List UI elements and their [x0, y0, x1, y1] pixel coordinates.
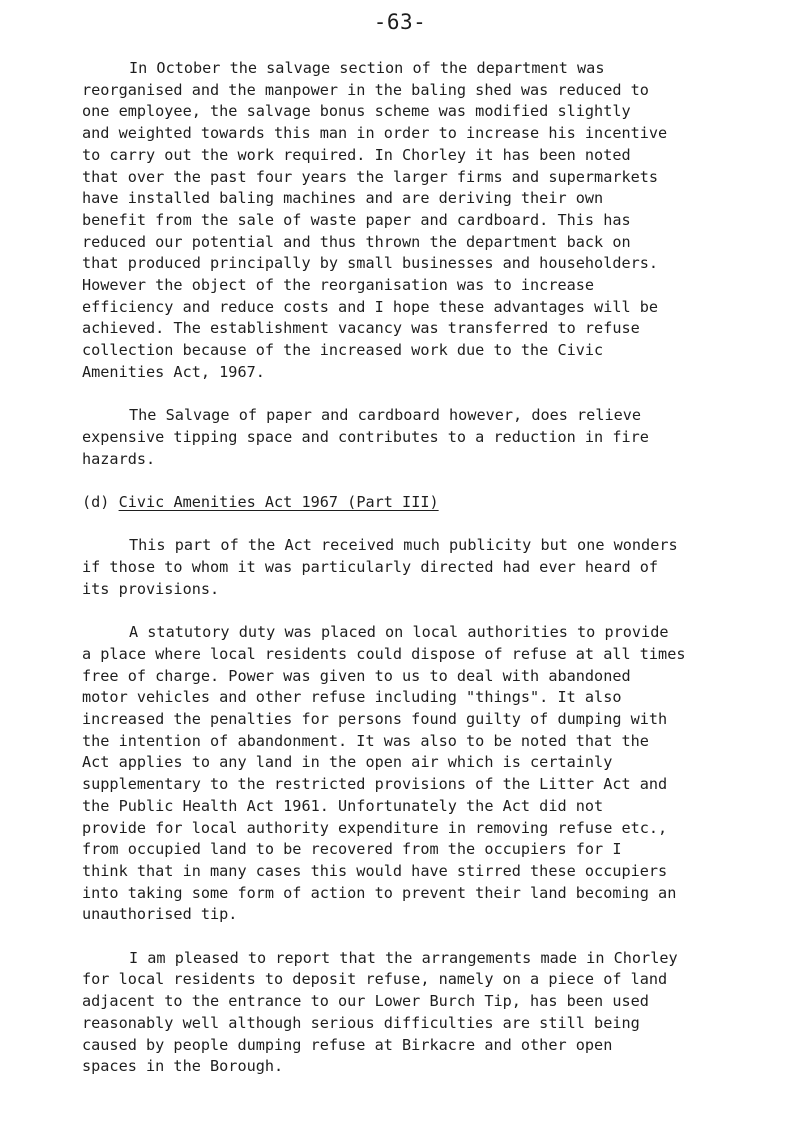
paragraph-chorley-arrangements: I am pleased to report that the arrangements made in Chorley for local residents to deposit refuse, namely on a piece of land adjacent to the entrance to our Lower Burch Tip, has been used reasonably well although serious difficulties are still being caused by people dumping refuse at Birkacre and other open spaces in the Borough.: [82, 948, 678, 1076]
document-body: [82, 58, 742, 1100]
section-title: Civic Amenities Act 1967 (Part III): [118, 493, 439, 512]
paragraph-act-publicity: This part of the Act received much publicity but one wonders if those to whom it was particularly directed had ever heard of its provisions.: [82, 536, 678, 598]
paragraph-salvage-benefits: The Salvage of paper and cardboard however, does relieve expensive tipping space and contributes to a reduction in fire hazards.: [82, 406, 649, 468]
page-number: -63-: [373, 10, 427, 34]
section-heading: [82, 492, 742, 514]
paragraph-statutory-duty: A statutory duty was placed on local authorities to provide a place where local residents could dispose of refuse at all times free of charge. Power was given to us to deal with abandoned motor vehicles and other refuse including "things". It also increased the penalties for persons found guilty of dumping with the intention of abandonment. It was also to be noted that the Act applies to any land in the open air which is certainly supplementary to the restricted provisions of the Litter Act and the Public Health Act 1961. Unfortunately the Act did not provide for local authority expenditure in removing refuse etc., from occupied land to be recovered from the occupiers for I think that in many cases this would have stirred these occupiers into taking some form of action to prevent their land becoming an unauthorised tip.: [82, 623, 686, 924]
section-marker: (d): [82, 493, 110, 512]
paragraph-salvage-reorganisation: In October the salvage section of the department was reorganised and the manpower in the baling shed was reduced to one employee, the salvage bonus scheme was modified slightly and weighted towards this man in order to increase his incentive to carry out the work required. In Chorley it has been noted that over the past four years the larger firms and supermarkets have installed baling machines and are deriving their own benefit from the sale of waste paper and cardboard. This has reduced our potential and thus thrown the department back on that produced principally by small businesses and householders. However the object of the reorganisation was to increase efficiency and reduce costs and I hope these advantages will be achieved. The establishment vacancy was transferred to refuse collection because of the increased work due to the Civic Amenities Act, 1967.: [82, 59, 668, 381]
